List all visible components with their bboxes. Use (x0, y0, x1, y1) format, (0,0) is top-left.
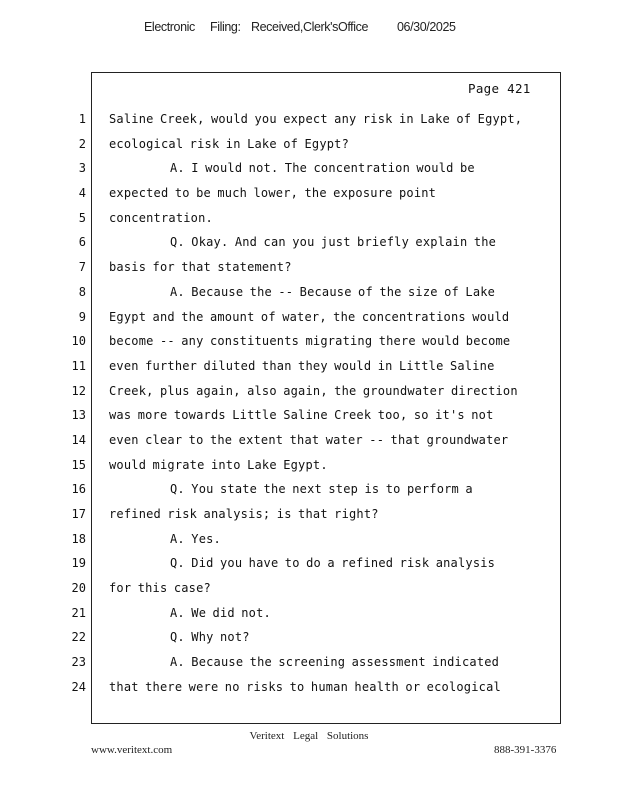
transcript-line: refined risk analysis; is that right? (109, 507, 379, 521)
transcript-line: Q. Why not? (170, 630, 250, 645)
filing-header-filing: Filing: (210, 20, 241, 34)
transcript-line: ecological risk in Lake of Egypt? (109, 136, 350, 151)
filing-header-received: Received,Clerk'sOffice (251, 20, 369, 34)
line-number: 2 (78, 136, 86, 151)
line-number: 24 (71, 679, 86, 694)
transcript-line: would migrate into Lake Egypt. (109, 457, 328, 472)
transcript-line: Creek, plus again, also again, the groundwater direction (109, 383, 518, 398)
page-number: Page 421 (468, 81, 531, 96)
transcript-line: A. Because the -- Because of the size of Lake (170, 284, 496, 299)
line-number: 14 (71, 432, 86, 447)
filing-header (0, 20, 618, 38)
transcript-line: A. Because the screening assessment indicated (170, 655, 500, 670)
transcript-line: concentration. (109, 210, 213, 225)
transcript-line: even clear to the extent that water -- that groundwater (109, 432, 509, 447)
line-number: 12 (71, 383, 86, 398)
line-number: 3 (78, 161, 86, 176)
transcript-line: A. Yes. (170, 531, 221, 546)
line-number: 5 (78, 210, 86, 225)
line-number: 11 (71, 358, 86, 373)
line-number: 23 (71, 655, 86, 670)
transcript-line: Egypt and the amount of water, the concentrations would (109, 309, 510, 324)
line-number: 19 (71, 556, 86, 571)
line-number-column (62, 110, 86, 703)
transcript-line: for this case? (109, 581, 211, 596)
transcript-text (109, 110, 555, 703)
transcript-line: Q. Okay. And can you just briefly explain the (170, 235, 497, 250)
transcript-line: basis for that statement? (109, 260, 292, 275)
transcript-line: Saline Creek, would you expect any risk in Lake of Egypt, (109, 112, 523, 126)
transcript-line: Q. You state the next step is to perform a (170, 482, 473, 497)
line-number: 10 (71, 334, 86, 349)
line-number: 18 (71, 531, 86, 546)
line-number: 20 (71, 581, 86, 596)
line-number: 7 (78, 260, 86, 275)
transcript-line: Q. Did you have to do a refined risk analysis (170, 556, 496, 571)
transcript-line: A. We did not. (170, 605, 271, 620)
filing-header-date: 06/30/2025 (397, 20, 456, 34)
line-number: 8 (78, 284, 86, 299)
line-number: 9 (78, 309, 86, 324)
filing-header-electronic: Electronic (144, 20, 195, 34)
footer-website: www.veritext.com (91, 744, 173, 756)
line-number: 17 (71, 507, 86, 521)
footer-company: Veritext Legal Solutions (249, 730, 369, 742)
transcript-line: expected to be much lower, the exposure point (109, 186, 437, 201)
line-number: 13 (71, 408, 86, 423)
line-number: 15 (71, 457, 86, 472)
transcript-line: even further diluted than they would in Little Saline (109, 358, 495, 373)
transcript-line: become -- any constituents migrating there would become (109, 334, 511, 349)
transcript-line: was more towards Little Saline Creek too, so it's not (109, 408, 494, 423)
line-number: 1 (78, 112, 86, 126)
transcript-line: A. I would not. The concentration would be (170, 161, 475, 176)
line-number: 16 (71, 482, 86, 497)
line-number: 6 (78, 235, 86, 250)
line-number: 4 (78, 186, 86, 201)
footer-phone: 888-391-3376 (494, 744, 557, 756)
line-number: 22 (71, 630, 86, 645)
transcript-line: that there were no risks to human health or ecological (109, 679, 501, 694)
line-number: 21 (71, 605, 86, 620)
